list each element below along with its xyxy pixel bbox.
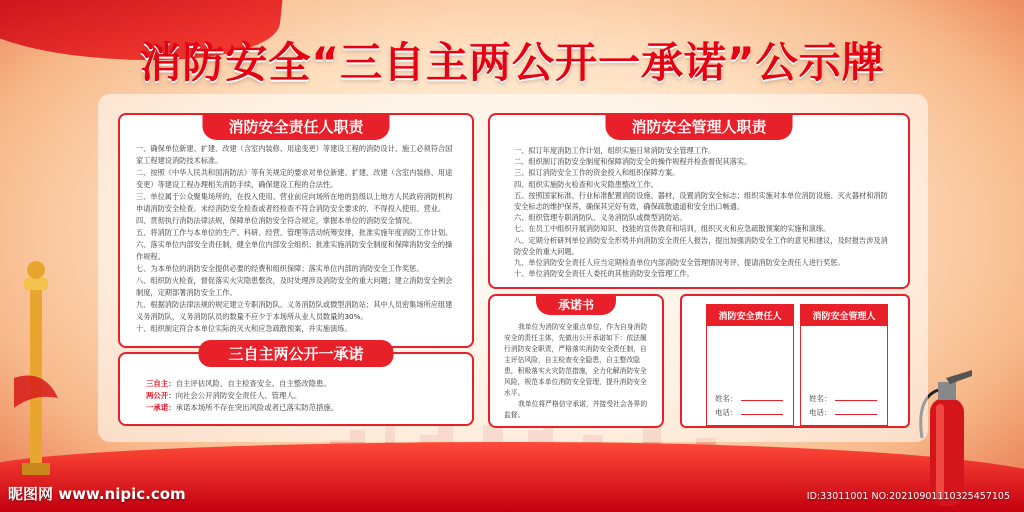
promise-text bbox=[504, 322, 650, 421]
three-autonomy-title: 三自主两公开一承诺 bbox=[198, 340, 393, 367]
list-item: 三自主：自主评估风险、自主检查安全、自主整改隐患。 bbox=[146, 379, 331, 388]
responsible-person-box bbox=[706, 304, 794, 426]
paragraph: 我单位为消防安全重点单位，作为自身消防安全的责任主体，先做出公开承诺如下：依法履行消防安全职责，严格落实消防安全责任制，自主评估风险，自主检查安全隐患，自主整改隐患，积极落实火灾防范措施，全力化解消防安全风险，规范本单位消防安全管理，提升消防安全水平。 bbox=[504, 323, 648, 397]
paragraph: 我单位将严格信守承诺，并接受社会各界的监督。 bbox=[504, 400, 648, 419]
list-item: 六、组织管理专职消防队、义务消防队或微型消防站。 bbox=[514, 213, 687, 223]
image-id-watermark: ID:33011001 NO:20210901110325457105 bbox=[806, 491, 1010, 502]
list-item: 七、为本单位的消防安全提供必要的经费和组织保障；落实单位内部的消防安全工作奖惩。 bbox=[136, 264, 424, 273]
nipic-watermark: 昵图网 www.nipic.com bbox=[8, 485, 186, 503]
list-item: 九、单位消防安全责任人应当定期检查单位内部消防安全管理情况考评，提请消防安全责任人进行奖惩。 bbox=[514, 258, 845, 268]
list-item: 一、拟订年度消防工作计划，组织实施日常消防安全管理工作。 bbox=[514, 146, 716, 155]
list-item: 二、组织制订消防安全制度和保障消防安全的操作规程并检查督促其落实。 bbox=[514, 157, 752, 167]
list-item: 八、定期分析研判单位消防安全形势并向消防安全责任人报告，提出加强消防安全工作的意见和建议，及时报告涉及消防安全的重大问题。 bbox=[514, 235, 888, 256]
manager-duties-list bbox=[514, 145, 894, 279]
phone-field: 电话： bbox=[809, 407, 877, 418]
promise-panel bbox=[488, 294, 664, 428]
list-item: 两公开：向社会公开消防安全责任人、管理人。 bbox=[146, 391, 302, 400]
name-field: 姓名： bbox=[809, 393, 877, 404]
manager-person-title: 消防安全管理人 bbox=[801, 305, 887, 326]
list-item: 五、将消防工作与本单位的生产、科研、经营、管理等活动统筹安排，批准实施年度消防工作计划。 bbox=[136, 228, 453, 237]
list-item: 一、确保单位新建、扩建、改建（含室内装修、用途变更）等建设工程的消防设计、施工必须符合国家工程建设消防技术标准。 bbox=[136, 144, 453, 165]
huabiao-pillar-decoration bbox=[14, 258, 58, 478]
list-item: 九、根据消防法律法规的规定建立专职消防队、义务消防队或微型消防站；其中人员密集场所应组建义务消防队，义务消防队员的数量不应少于本场所从业人员数量的30%。 bbox=[136, 300, 453, 321]
list-item: 七、在员工中组织开展消防知识、技能的宣传教育和培训，组织灭火和应急疏散预案的实施和演练。 bbox=[514, 224, 831, 234]
list-item: 五、按照国家标准、行业标准配置消防设施、器材，设置消防安全标志；组织实施对本单位消防设施、灭火器材和消防安全标志的维护保养，确保其完好有效，确保疏散通道和安全出口畅通。 bbox=[514, 190, 888, 212]
list-item: 三、拟订消防安全工作的资金投入和组织保障方案。 bbox=[514, 168, 680, 178]
responsible-duties-title: 消防安全责任人职责 bbox=[202, 113, 389, 140]
list-item: 八、组织防火检查，督促落实火灾隐患整改，及时处理涉及消防安全的重大问题；建立消防安全例会制度，定期部署消防安全工作。 bbox=[136, 276, 453, 297]
name-field: 姓名： bbox=[715, 393, 783, 404]
manager-duties-title: 消防安全管理人职责 bbox=[605, 113, 792, 140]
list-item: 四、贯彻执行消防法律法规，保障单位消防安全符合规定，掌握本单位的消防安全情况。 bbox=[136, 216, 417, 225]
manager-duties-panel bbox=[488, 113, 910, 289]
phone-field: 电话： bbox=[715, 407, 783, 418]
list-item: 四、组织实施防火检查和火灾隐患整改工作。 bbox=[514, 179, 658, 189]
list-item: 十、单位消防安全责任人委托的其他消防安全管理工作。 bbox=[514, 269, 694, 279]
list-item: 六、落实单位内部安全责任制，健全单位内部安全组织；批准实施消防安全制度和保障消防安全的操作规程。 bbox=[136, 240, 453, 261]
three-autonomy-panel bbox=[118, 345, 474, 426]
list-item: 二、按照《中华人民共和国消防法》等有关规定的要求对单位新建、扩建、改建（含室内装修、用途变更）等建设工程办理相关消防手续，确保建设工程的合法性。 bbox=[136, 168, 453, 189]
list-item: 三、单位属于公众聚集场所的，在投入使用、营业前应向场所在地的县级以上地方人民政府消防机构申请消防安全检查。未经消防安全检查或者经检查不符合消防安全要求的，不得投入使用、营业。 bbox=[136, 192, 453, 213]
responsible-duties-panel bbox=[118, 113, 474, 348]
responsible-duties-list bbox=[136, 143, 458, 335]
responsible-person-title: 消防安全责任人 bbox=[707, 305, 793, 326]
page-title: 消防安全“三自主两公开一承诺”公示牌 bbox=[139, 38, 885, 87]
three-autonomy-list bbox=[146, 378, 456, 414]
manager-person-box bbox=[800, 304, 888, 426]
promise-title: 承诺书 bbox=[536, 294, 616, 315]
list-item: 一承诺：承诺本场所不存在突出风险或者已落实防范措施。 bbox=[146, 403, 339, 412]
list-item: 十、组织制定符合本单位实际的灭火和应急疏散预案，并实施演练。 bbox=[136, 324, 352, 333]
